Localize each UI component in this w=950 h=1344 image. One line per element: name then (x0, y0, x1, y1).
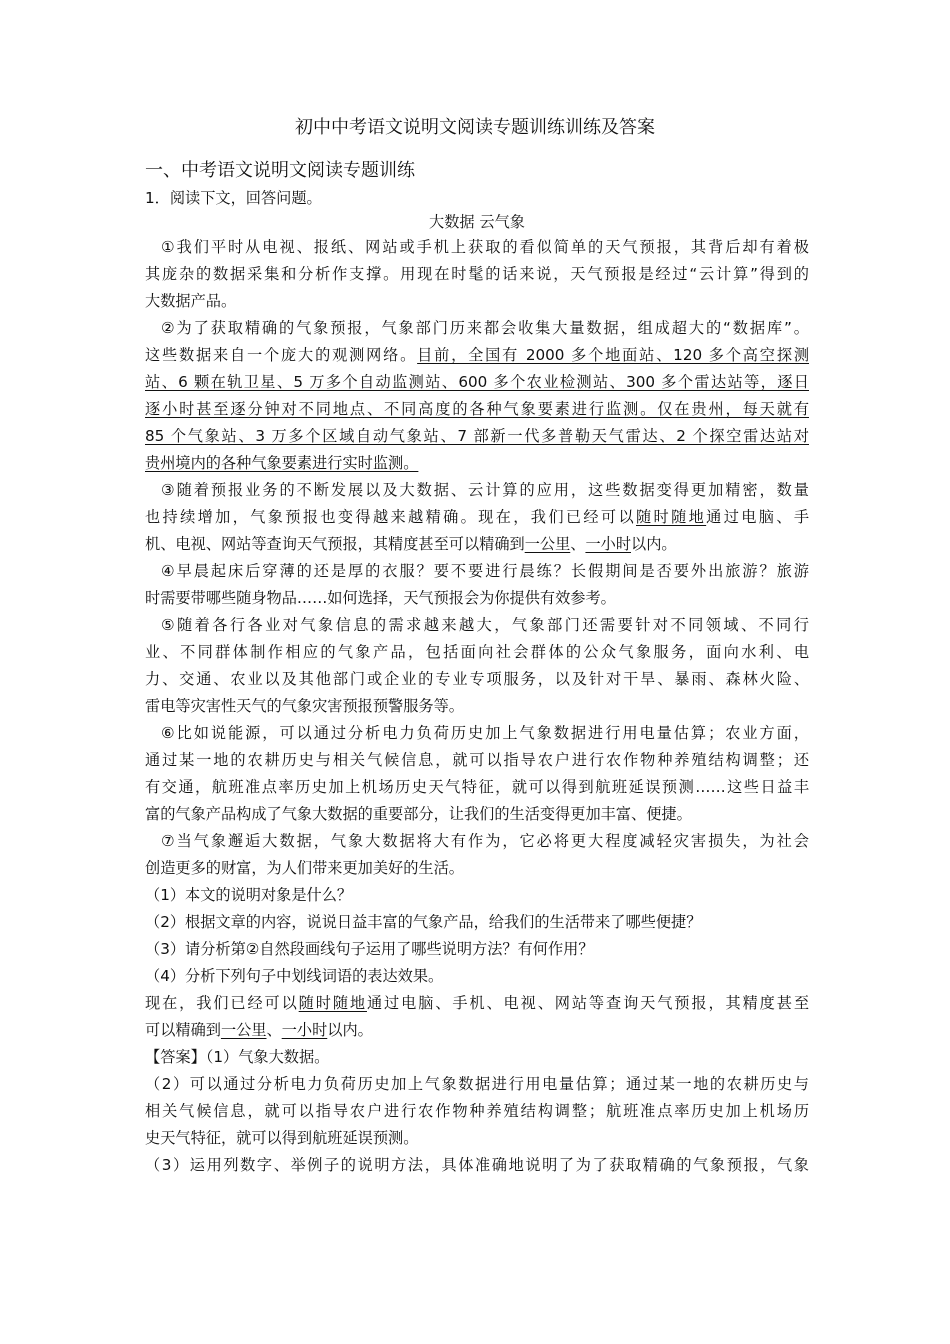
text-line (145, 396, 809, 423)
text-line (145, 1044, 809, 1071)
underlined-text: 随时随地 (298, 994, 367, 1012)
text-segment: 通过某一地的农耕历史与相关气候信息，就可以指导农户进行农作物种养殖结构调整；还 (145, 751, 809, 769)
text-segment: ③随着预报业务的不断发展以及大数据、云计算的应用，这些数据变得更加精密，数量 (161, 481, 809, 499)
text-segment: 、 (266, 1021, 282, 1039)
question-intro: 1．阅读下文，回答问题。 (145, 189, 322, 207)
text-segment: 史天气特征，就可以得到航班延误预测。 (145, 1129, 419, 1147)
underlined-text: 贵州境内的各种气象要素进行实时监测。 (145, 454, 419, 472)
underlined-text: 逐小时甚至逐分钟对不同地点、不同高度的各种气象要素进行监测。仅在贵州，每天就有 (145, 400, 809, 418)
text-segment: （2）可以通过分析电力负荷历史加上气象数据进行用电量估算；通过某一地的农耕历史与 (145, 1075, 809, 1093)
text-segment: ①我们平时从电视、报纸、网站或手机上获取的看似简单的天气预报，其背后却有着极 (161, 238, 809, 256)
article-lines (145, 234, 809, 1179)
text-segment: （3）运用列数字、举例子的说明方法，具体准确地说明了为了获取精确的气象预报，气象 (145, 1156, 809, 1174)
underlined-text: 一公里 (524, 535, 571, 553)
text-line (145, 909, 809, 936)
article-title: 大数据 云气象 (429, 213, 525, 231)
text-segment: 有交通，航班准点率历史加上机场历史天气特征，就可以得到航班延误预测……这些日益丰 (145, 778, 809, 796)
text-line (145, 1125, 809, 1152)
text-line (145, 774, 809, 801)
text-segment: 力、交通、农业以及其他部门或企业的专业专项服务，以及针对干旱、暴雨、森林火险、 (145, 670, 809, 688)
text-line (145, 855, 809, 882)
text-line (145, 963, 809, 990)
text-segment: 可以精确到 (145, 1021, 221, 1039)
text-line (145, 720, 809, 747)
text-segment: 大数据产品。 (145, 292, 237, 310)
text-segment: ⑤随着各行各业对气象信息的需求越来越大，气象部门还需要针对不同领域、不同行 (161, 616, 809, 634)
section-heading: 一、中考语文说明文阅读专题训练 (145, 160, 415, 181)
text-line (145, 423, 809, 450)
text-segment: 创造更多的财富，为人们带来更加美好的生活。 (145, 859, 464, 877)
text-line (145, 450, 809, 477)
text-line (145, 558, 809, 585)
text-line (145, 666, 809, 693)
text-line (145, 882, 809, 909)
text-segment: ④早晨起床后穿薄的还是厚的衣服？要不要进行晨练？长假期间是否要外出旅游？旅游 (161, 562, 809, 580)
text-segment: 以内。 (631, 535, 677, 553)
text-segment: （2）根据文章的内容，说说日益丰富的气象产品，给我们的生活带来了哪些便捷？ (145, 913, 702, 931)
underlined-text: 一小时 (585, 535, 631, 553)
underlined-text: 一小时 (281, 1021, 328, 1039)
text-segment: 业、不同群体制作相应的气象产品，包括面向社会群体的公众气象服务，面向水利、电 (145, 643, 809, 661)
text-segment: 【答案】（1）气象大数据。 (145, 1048, 330, 1066)
text-segment: 时需要带哪些随身物品……如何选择，天气预报会为你提供有效参考。 (145, 589, 616, 607)
text-segment: （1）本文的说明对象是什么？ (145, 886, 353, 904)
underlined-text: 一公里 (220, 1021, 267, 1039)
text-segment: 富的气象产品构成了气象大数据的重要部分，让我们的生活变得更加丰富、便捷。 (145, 805, 692, 823)
underlined-text: 85 个气象站、3 万多个区域自动气象站、7 部新一代多普勒天气雷达、2 个探空雷达站对 (145, 427, 809, 445)
text-line (145, 585, 809, 612)
text-line (145, 234, 809, 261)
text-segment: ⑦当气象邂逅大数据，气象大数据将大有作为，它必将更大程度减轻灾害损失，为社会 (161, 832, 809, 850)
text-segment: 其庞杂的数据采集和分析作支撑。用现在时髦的话来说，天气预报是经过“云计算”得到的 (145, 265, 809, 283)
text-segment: 相关气候信息，就可以指导农户进行农作物种养殖结构调整；航班准点率历史加上机场历 (145, 1102, 809, 1120)
text-line (145, 828, 809, 855)
text-line (145, 1017, 809, 1044)
text-line (145, 1071, 809, 1098)
document-title: 初中中考语文说明文阅读专题训练训练及答案 (295, 117, 655, 138)
text-line (145, 612, 809, 639)
text-segment: 通过电脑、手机、电视、网站等查询天气预报，其精度甚至 (366, 994, 810, 1012)
text-line (145, 801, 809, 828)
text-segment: 、 (570, 535, 586, 553)
text-segment: 现在，我们已经可以 (145, 994, 299, 1012)
text-segment: 通过电脑、手 (706, 508, 810, 526)
underlined-text: 目前，全国有 2000 多个地面站、120 多个高空探测 (417, 346, 810, 364)
text-segment: 雷电等灾害性天气的气象灾害预报预警服务等。 (145, 697, 464, 715)
text-segment: ⑥比如说能源，可以通过分析电力负荷历史加上气象数据进行用电量估算；农业方面， (161, 724, 809, 742)
text-line (145, 1098, 809, 1125)
text-line (145, 315, 809, 342)
underlined-text: 随时随地 (636, 508, 707, 526)
text-line (145, 1152, 809, 1179)
text-segment: 这些数据来自一个庞大的观测网络。 (145, 346, 418, 364)
text-line (145, 747, 809, 774)
text-line (145, 693, 809, 720)
text-line (145, 342, 809, 369)
text-segment: 机、电视、网站等查询天气预报，其精度甚至可以精确到 (145, 535, 525, 553)
document-body (145, 186, 809, 1179)
text-line (145, 531, 809, 558)
text-line (145, 639, 809, 666)
text-line (145, 477, 809, 504)
text-segment: ②为了获取精确的气象预报，气象部门历来都会收集大量数据，组成超大的“数据库”。 (161, 319, 809, 337)
text-line (145, 936, 809, 963)
text-line (145, 261, 809, 288)
text-segment: （4）分析下列句子中划线词语的表达效果。 (145, 967, 444, 985)
text-segment: 也持续增加，气象预报也变得越来越精确。现在，我们已经可以 (145, 508, 636, 526)
text-line (145, 504, 809, 531)
text-segment: （3）请分析第②自然段画线句子运用了哪些说明方法？有何作用？ (145, 940, 594, 958)
text-line (145, 990, 809, 1017)
text-line (145, 369, 809, 396)
underlined-text: 站、6 颗在轨卫星、5 万多个自动监测站、600 多个农业检测站、300 多个雷达站等，逐日 (145, 373, 809, 391)
text-segment: 以内。 (327, 1021, 373, 1039)
text-line (145, 288, 809, 315)
